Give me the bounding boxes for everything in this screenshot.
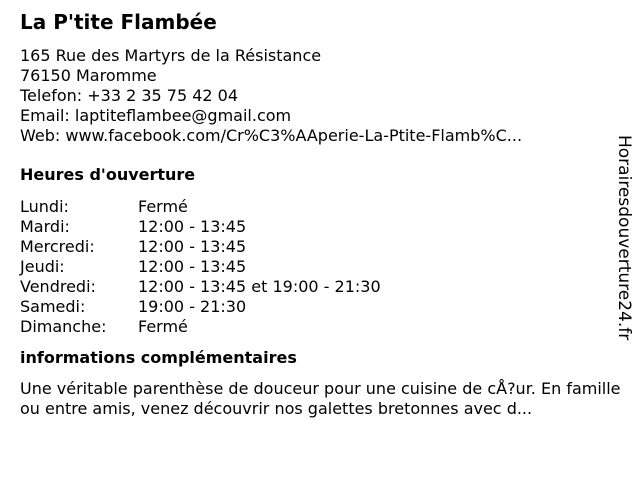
day-label: Lundi: — [20, 197, 69, 216]
site-watermark: Horairesdouverture24.fr — [614, 135, 634, 341]
day-label: Samedi: — [20, 297, 86, 316]
day-label: Mercredi: — [20, 237, 95, 256]
day-label: Jeudi: — [20, 257, 65, 276]
time-value: 12:00 - 13:45 — [138, 237, 247, 256]
hours-row-friday — [20, 277, 620, 297]
address-street: 165 Rue des Martyrs de la Résistance — [20, 46, 322, 65]
address-postal-city: 76150 Maromme — [20, 66, 157, 85]
day-label: Dimanche: — [20, 317, 107, 336]
time-value: Fermé — [138, 197, 188, 216]
day-label: Vendredi: — [20, 277, 96, 296]
hours-row-sunday — [20, 317, 620, 337]
opening-hours-heading: Heures d'ouverture — [20, 165, 196, 184]
website-link: Web: www.facebook.com/Cr%C3%AAperie-La-Ptite-Flamb%C... — [20, 126, 523, 145]
hours-row-thursday — [20, 257, 620, 277]
day-label: Mardi: — [20, 217, 70, 236]
time-value: 12:00 - 13:45 et 19:00 - 21:30 — [138, 277, 381, 296]
hours-row-saturday — [20, 297, 620, 317]
opening-hours-table — [20, 197, 620, 337]
phone-number: Telefon: +33 2 35 75 42 04 — [20, 86, 239, 105]
additional-info-heading: informations complémentaires — [20, 348, 297, 367]
time-value: 12:00 - 13:45 — [138, 217, 247, 236]
time-value: 19:00 - 21:30 — [138, 297, 247, 316]
hours-row-tuesday — [20, 217, 620, 237]
business-card — [20, 8, 620, 419]
time-value: 12:00 - 13:45 — [138, 257, 247, 276]
business-name: La P'tite Flambée — [20, 10, 217, 34]
time-value: Fermé — [138, 317, 188, 336]
hours-row-monday — [20, 197, 620, 217]
additional-info-text: Une véritable parenthèse de douceur pour une cuisine de cÅ?ur. En famille ou entre amis, venez découvrir nos galettes bretonnes avec d... — [20, 379, 621, 418]
email-address: Email: laptiteflambee@gmail.com — [20, 106, 292, 125]
hours-row-wednesday — [20, 237, 620, 257]
